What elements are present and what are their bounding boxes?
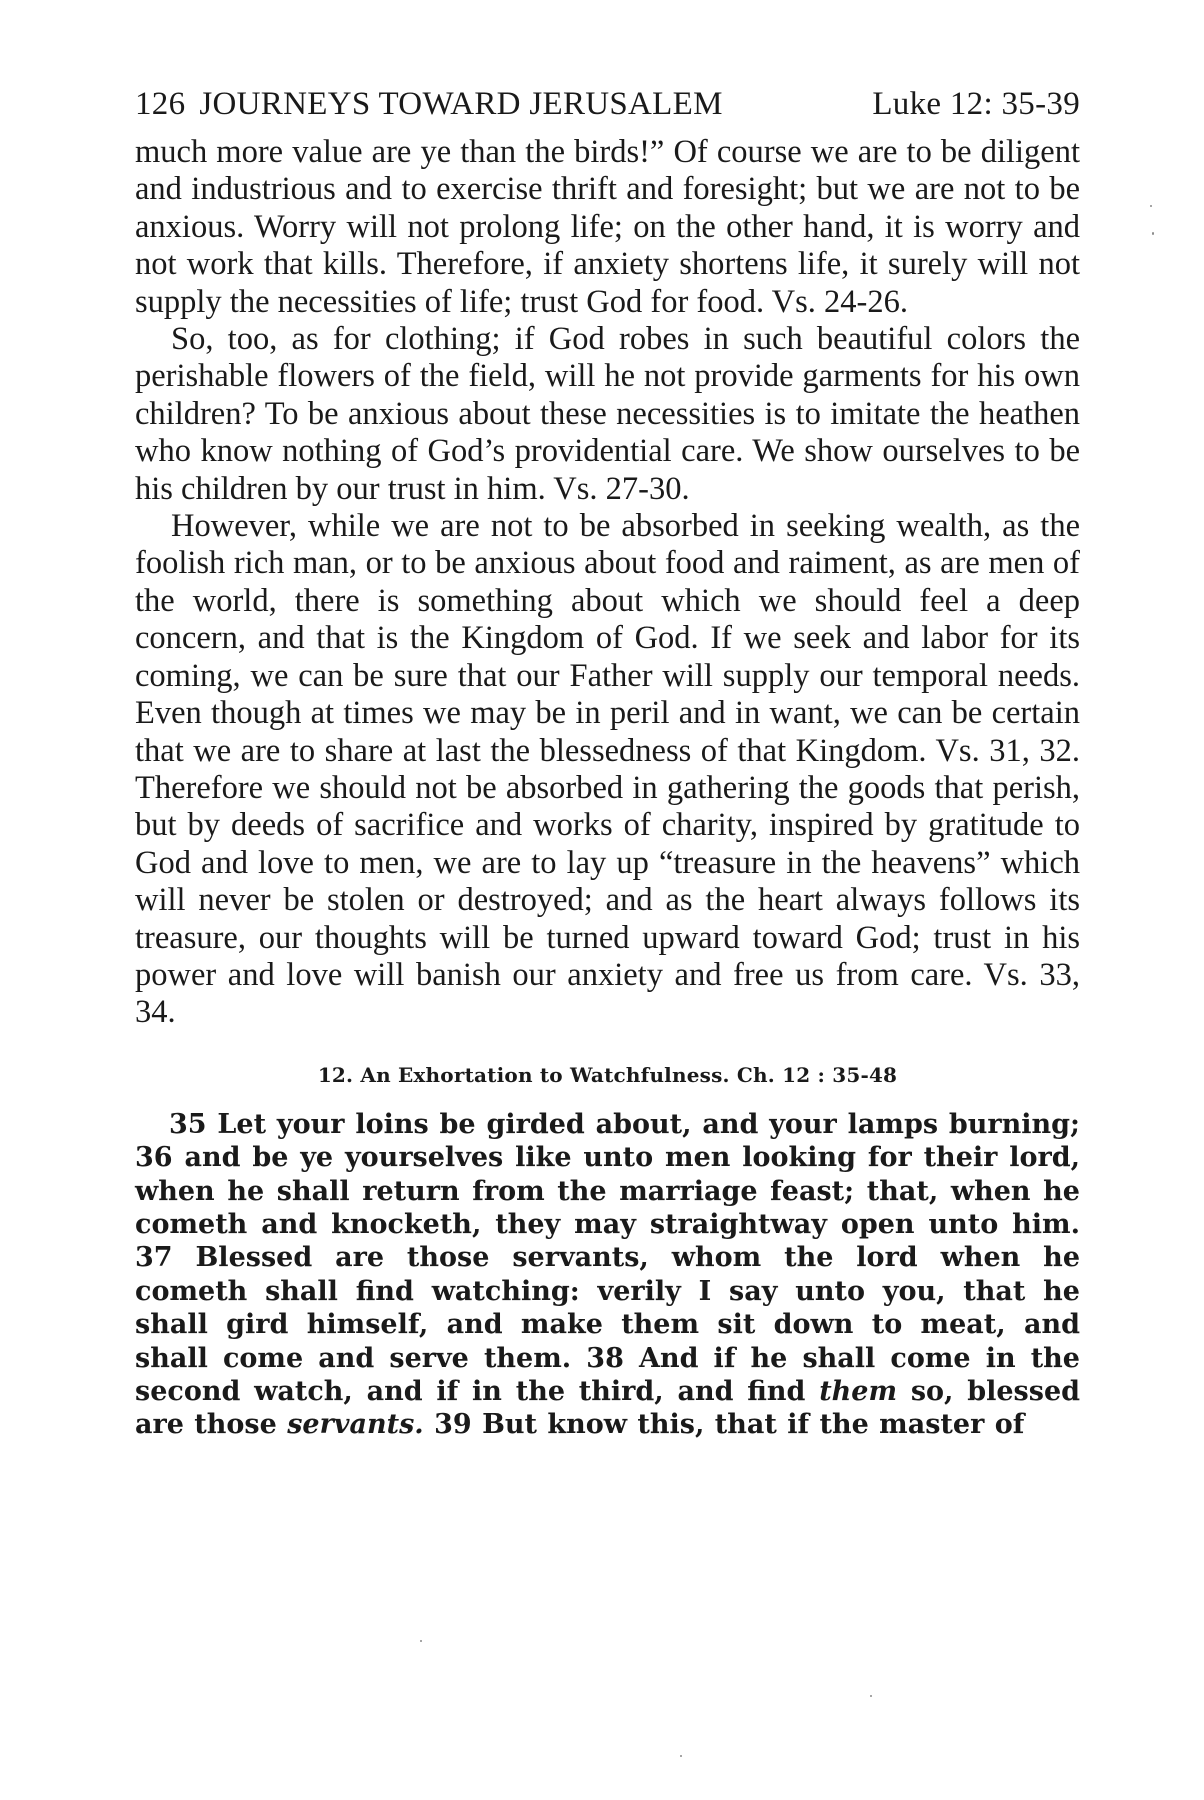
scan-speck [420,1640,422,1642]
scan-speck [680,1755,682,1757]
running-head-left [135,84,737,124]
scan-speck [1152,232,1154,235]
section-heading: 12. An Exhortation to Watchfulness. Ch. 12 : 35-48 [317,1062,898,1087]
commentary-paragraph: However, while we are not to be absorbed in seeking wealth, as the foolish rich man, or to be anxious about food and raiment, as are men of the world, there is something about which we should feel a deep concern, and that is the Kingdom of God. If we seek and labor for its coming, we can be sure that our Father will supply our temporal needs. Even though at times we may be in peril and in want, we can be certain that we are to share at last the blessedness of that Kingdom. Vs. 31, 32. Therefore we should not be absorbed in gathering the goods that perish, but by deeds of sacrifice and works of charity, inspired by gratitude to God and love to men, we are to lay up “treasure in the heavens” which will never be stolen or destroyed; and as the heart always follows its treasure, our thoughts will be turned upward toward God; trust in his power and love will banish our anxiety and free us from care. Vs. 33, 34. [135,508,1080,1031]
book-title: JOURNEYS TOWARD JERUSALEM [199,86,723,122]
running-head [135,84,1080,124]
scripture-passage [135,1108,1080,1442]
commentary-paragraph: much more value are ye than the birds!” Of course we are to be diligent and industrious and to exercise thrift and foresight; but we are not to be anxious. Worry will not prolong life; on the other hand, it is worry and not work that kills. Therefore, if anxiety shortens life, it surely will not supply the necessities of life; trust God for food. Vs. 24-26. [135,134,1080,320]
scripture-text: 39 But know this, that if the master of [423,1409,1025,1441]
scripture-reference: Luke 12: 35-39 [872,86,1080,122]
book-page [135,84,1080,1442]
scripture-text: 35 Let your loins be girded about, and your lamps burning; 36 and be ye yourselves like unto men looking for their lord, when he shall return from the marriage feast; that, when he cometh and knocketh, they may straightway open unto him. 37 Blessed are those servants, whom the lord when he cometh shall find watching: verily I say unto you, that he shall gird himself, and make them sit down to meat, and shall come and serve them. 38 And if he shall come in the second watch, and if in the third, and find [135,1108,1080,1407]
scan-speck [1150,205,1152,207]
scripture-italic-word: them [819,1376,898,1407]
commentary-text [135,134,1080,1032]
page-number: 126 [135,86,186,122]
scripture-italic-word: servants. [287,1409,424,1441]
scripture-text: so, blessed are those [135,1376,1081,1441]
scan-speck [870,1695,872,1697]
commentary-paragraph: So, too, as for clothing; if God robes in such beautiful colors the perishable flowers of the field, will he not provide garments for his own children? To be anxious about these necessities is to imitate the heathen who know nothing of God’s providential care. We show ourselves to be his children by our trust in him. Vs. 27-30. [135,321,1080,507]
